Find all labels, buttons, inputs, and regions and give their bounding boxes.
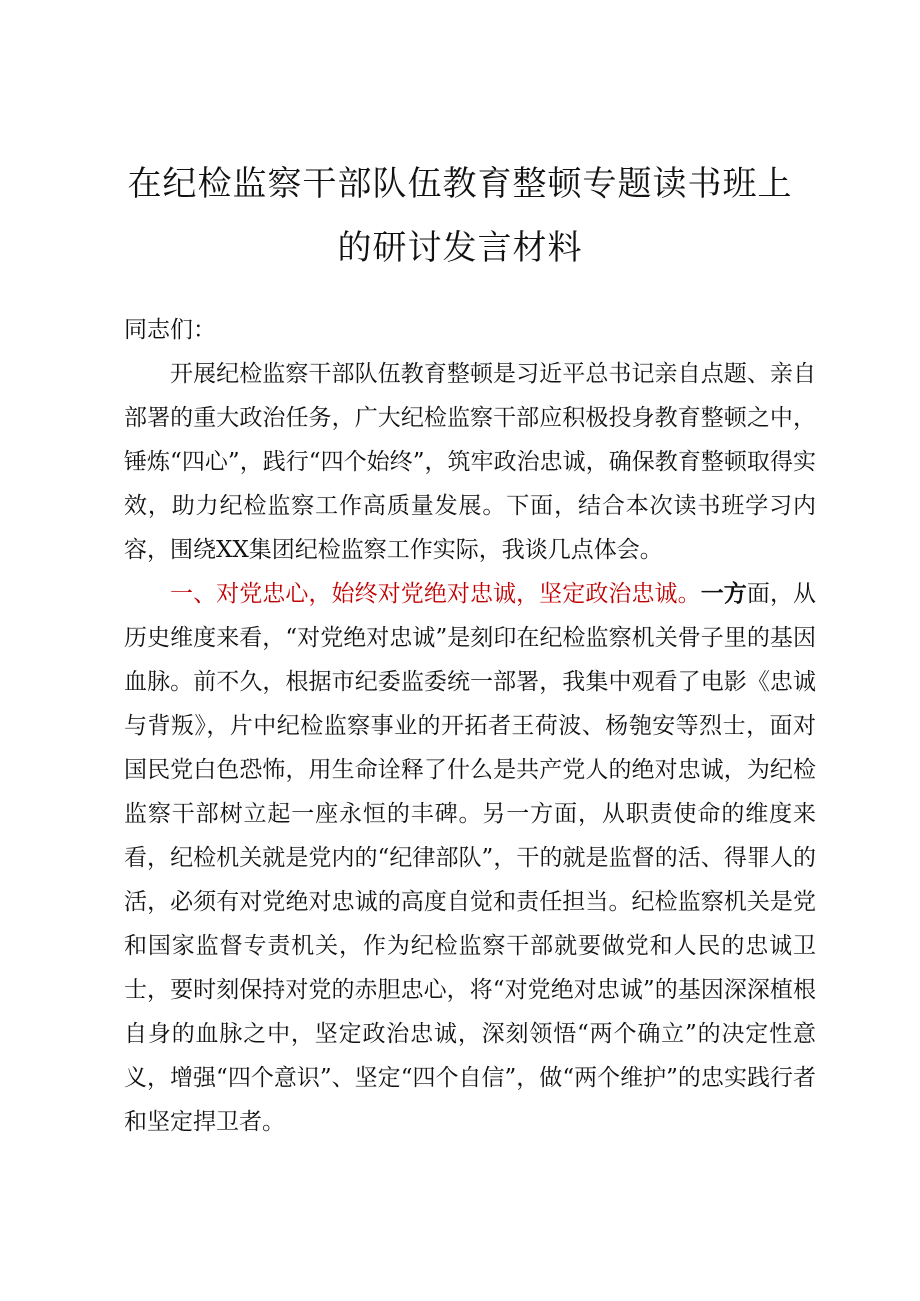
salutation: 同志们： — [124, 317, 216, 343]
section-1-lead: 一方 — [700, 581, 747, 607]
title-line-2: 的研讨发言材料 — [337, 228, 583, 268]
document-title — [100, 152, 820, 280]
title-line-1: 在纪检监察干部队伍教育整顿专题读书班上 — [127, 164, 793, 204]
document-body — [124, 308, 816, 1144]
section-1-body: 面，从历史维度来看，“对党绝对忠诚”是刻印在纪检监察机关骨子里的基因血脉。前不久，根据市纪委监委统一部署，我集中观看了电影《忠诚与背叛》，片中纪检监察事业的开拓者王荷波、杨匏安等烈士，面对国民党白色恐怖，用生命诠释了什么是共产党人的绝对忠诚，为纪检监察干部树立起一座永恒的丰碑。另一方面，从职责使命的维度来看，纪检机关就是党内的“纪律部队”，干的就是监督的活、得罪人的活，必须有对党绝对忠诚的高度自觉和责任担当。纪检监察机关是党和国家监督专责机关，作为纪检监察干部就要做党和人民的忠诚卫士，要时刻保持对党的赤胆忠心，将“对党绝对忠诚”的基因深深植根自身的血脉之中，坚定政治忠诚，深刻领悟“两个确立”的决定性意义，增强“四个意识”、坚定“四个自信”，做“两个维护”的忠实践行者和坚定捍卫者。 — [124, 581, 817, 1135]
section-1-heading: 一、对党忠心，始终对党绝对忠诚，坚定政治忠诚。 — [170, 581, 701, 607]
section-1-paragraph — [124, 572, 816, 1144]
intro-paragraph: 开展纪检监察干部队伍教育整顿是习近平总书记亲自点题、亲自部署的重大政治任务，广大纪检监察干部应积极投身教育整顿之中，锤炼“四心”，践行“四个始终”，筑牢政治忠诚，确保教育整顿取得实效，助力纪检监察工作高质量发展。下面，结合本次读书班学习内容，围绕XX集团纪检监察工作实际，我谈几点体会。 — [124, 361, 816, 563]
